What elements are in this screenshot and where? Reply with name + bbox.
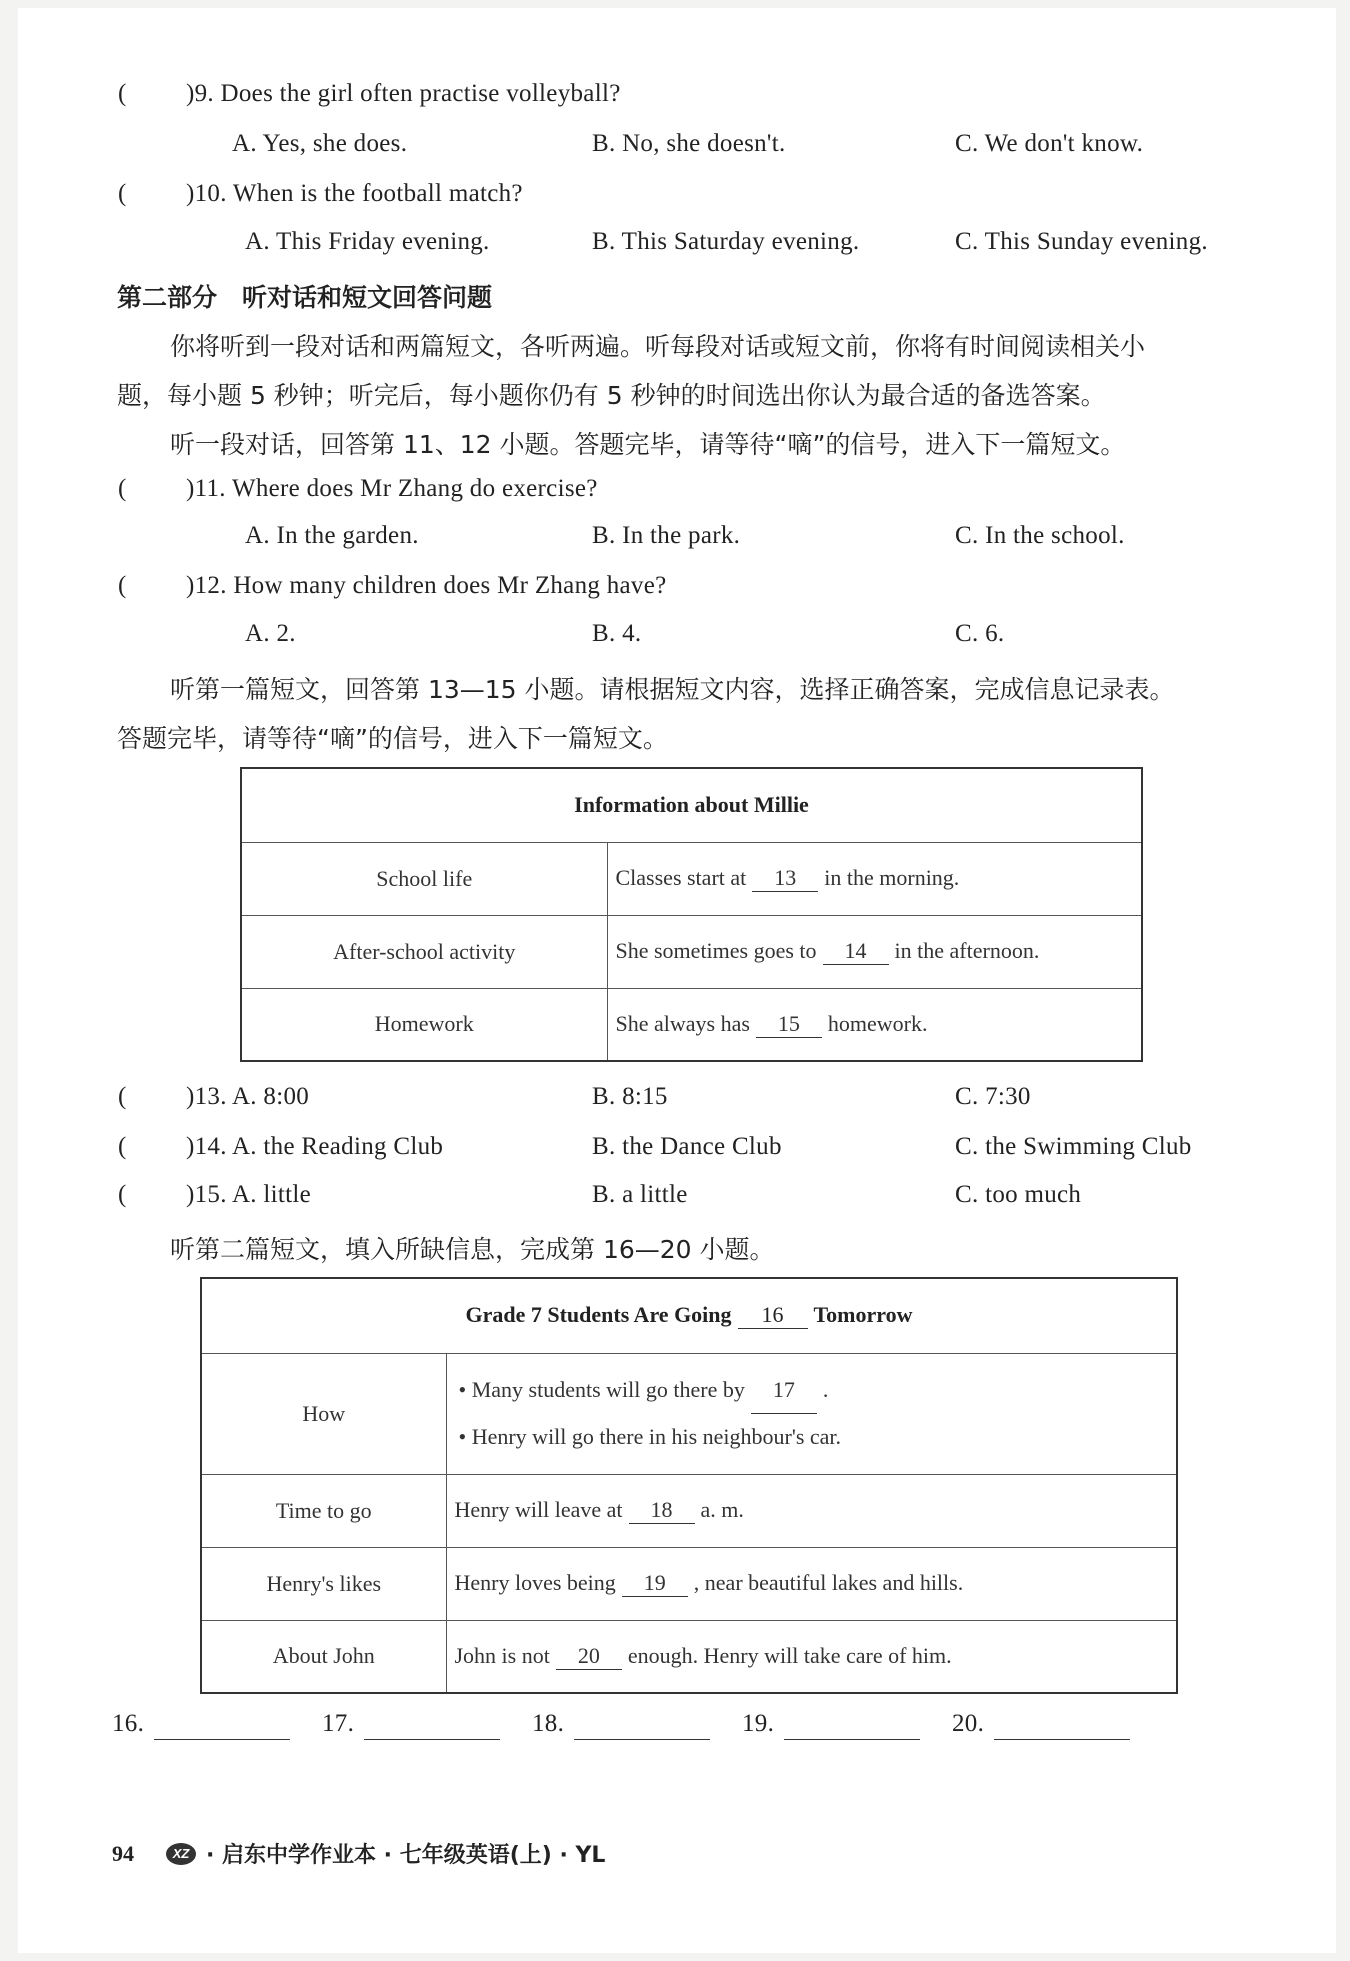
table2-title [201,1278,1177,1353]
table-row [201,1353,1177,1474]
cell-text: John is not [454,1642,550,1668]
passage1-instr-line1: 听第一篇短文，回答第 13—15 小题。请根据短文内容，选择正确答案，完成信息记录表。 [170,675,1175,704]
passage2-instr: 听第二篇短文，填入所缺信息，完成第 16—20 小题。 [170,1235,775,1264]
book-title: · 启东中学作业本 · 七年级英语(上) · YL [206,1843,606,1868]
table1-row-value [607,988,1142,1061]
answer-field-20[interactable] [994,1738,1130,1740]
q12-option-b[interactable]: B. 4. [592,620,642,647]
q9-option-c[interactable]: C. We don't know. [955,130,1144,157]
q10-option-c[interactable]: C. This Sunday evening. [955,228,1208,255]
q12-option-c[interactable]: C. 6. [955,620,1005,647]
q15-paren[interactable]: ( [118,1181,127,1208]
q10-paren[interactable]: ( [118,180,127,207]
blank-18[interactable]: 18 [629,1497,695,1524]
table1-row-label: School life [241,842,607,915]
table1-row-value [607,842,1142,915]
cell-text: She sometimes goes to [615,938,817,963]
q12-paren[interactable]: ( [118,572,127,599]
answer-label-17: 17. [322,1710,355,1737]
cell-text: She always has [615,1010,750,1036]
blank-20[interactable]: 20 [556,1643,622,1670]
q11-option-c[interactable]: C. In the school. [955,522,1125,549]
q14-stem[interactable]: )14. A. the Reading Club [186,1133,444,1160]
cell-text: homework. [827,1010,928,1036]
table1-row-label: After-school activity [241,915,607,988]
q12-stem: )12. How many children does Mr Zhang have? [186,572,667,599]
q11-option-a[interactable]: A. In the garden. [245,522,419,549]
table1-title: Information about Millie [241,768,1142,842]
part2-intro-line1: 你将听到一段对话和两篇短文，各听两遍。听每段对话或短文前，你将有时间阅读相关小 [170,332,1146,361]
table2-row-label: About John [201,1620,446,1693]
answer-field-16[interactable] [154,1738,290,1740]
cell-text: • Many students will go there by [458,1377,745,1402]
q13-option-b[interactable]: B. 8:15 [592,1083,668,1110]
q15-stem[interactable]: )15. A. little [186,1181,312,1208]
answer-label-18: 18. [532,1710,565,1737]
q13-stem[interactable]: )13. A. 8:00 [186,1083,310,1110]
answer-label-20: 20. [952,1710,985,1737]
q15-option-b[interactable]: B. a little [592,1181,688,1208]
q9-paren[interactable]: ( [118,80,127,107]
blank-14[interactable]: 14 [823,938,889,965]
table-row [201,1620,1177,1693]
cell-text: , near beautiful lakes and hills. [693,1570,964,1595]
q14-paren[interactable]: ( [118,1133,127,1160]
table-row [241,915,1142,988]
part2-intro-line2: 题，每小题 5 秒钟；听完后，每小题你仍有 5 秒钟的时间选出你认为最合适的备选答案。 [117,381,1106,410]
q13-option-c[interactable]: C. 7:30 [955,1083,1031,1110]
table2-row-label: Time to go [201,1474,446,1547]
q15-option-c[interactable]: C. too much [955,1181,1082,1208]
footer [112,1838,605,1869]
q10-option-a[interactable]: A. This Friday evening. [245,228,490,255]
table-row [241,842,1142,915]
table2-row-label: Henry's likes [201,1547,446,1620]
q10-option-b[interactable]: B. This Saturday evening. [592,228,860,255]
cell-text: enough. Henry will take care of him. [627,1642,952,1668]
blank-15[interactable]: 15 [756,1011,822,1038]
cell-text: Henry loves being [454,1570,616,1595]
page-number: 94 [112,1840,134,1866]
answer-field-17[interactable] [364,1738,500,1740]
blank-19[interactable]: 19 [622,1570,688,1597]
q13-paren[interactable]: ( [118,1083,127,1110]
q12-option-a[interactable]: A. 2. [245,620,296,647]
q9-option-b[interactable]: B. No, she doesn't. [592,130,786,157]
q14-option-b[interactable]: B. the Dance Club [592,1133,782,1160]
blank-17[interactable]: 17 [751,1367,817,1414]
table2-row-value [446,1547,1177,1620]
table2-row-value [446,1474,1177,1547]
q11-option-b[interactable]: B. In the park. [592,522,741,549]
publisher-logo-icon: XZ [166,1843,196,1865]
cell-text: Classes start at [615,865,747,890]
table2-row-value [446,1353,1177,1474]
passage1-instr-line2: 答题完毕，请等待“嘀”的信号，进入下一篇短文。 [117,724,668,753]
cell-text: in the morning. [824,865,960,890]
part2-heading: 第二部分 听对话和短文回答问题 [117,283,493,312]
table2-row-label: How [201,1353,446,1474]
dialog-instructions: 听一段对话，回答第 11、12 小题。答题完毕，请等待“嘀”的信号，进入下一篇短文。 [170,430,1126,459]
q10-stem: )10. When is the football match? [186,180,523,207]
table-row [201,1547,1177,1620]
blank-13[interactable]: 13 [752,865,818,892]
q11-stem: )11. Where does Mr Zhang do exercise? [186,475,598,502]
answer-label-16: 16. [112,1710,145,1737]
table2-row-value [446,1620,1177,1693]
answer-field-19[interactable] [784,1738,920,1740]
trip-info-table [200,1277,1178,1694]
q9-option-a[interactable]: A. Yes, she does. [232,130,408,157]
table1-row-label: Homework [241,988,607,1061]
q9-stem: )9. Does the girl often practise volleyball? [186,80,621,107]
cell-text: in the afternoon. [894,938,1040,963]
cell-text: Henry will leave at [454,1497,623,1522]
bullet-item [459,1367,1177,1414]
table-row [201,1474,1177,1547]
table-row [241,988,1142,1061]
blank-16[interactable]: 16 [738,1302,808,1329]
title-text: Tomorrow [813,1302,913,1328]
q14-option-c[interactable]: C. the Swimming Club [955,1133,1192,1160]
answer-field-18[interactable] [574,1738,710,1740]
q11-paren[interactable]: ( [118,475,127,502]
cell-text: . [822,1377,829,1402]
answer-label-19: 19. [742,1710,775,1737]
millie-info-table [240,767,1143,1062]
title-text: Grade 7 Students Are Going [465,1302,732,1328]
cell-text: a. m. [700,1497,744,1522]
table1-row-value [607,915,1142,988]
bullet-item: • Henry will go there in his neighbour's car. [458,1424,842,1449]
